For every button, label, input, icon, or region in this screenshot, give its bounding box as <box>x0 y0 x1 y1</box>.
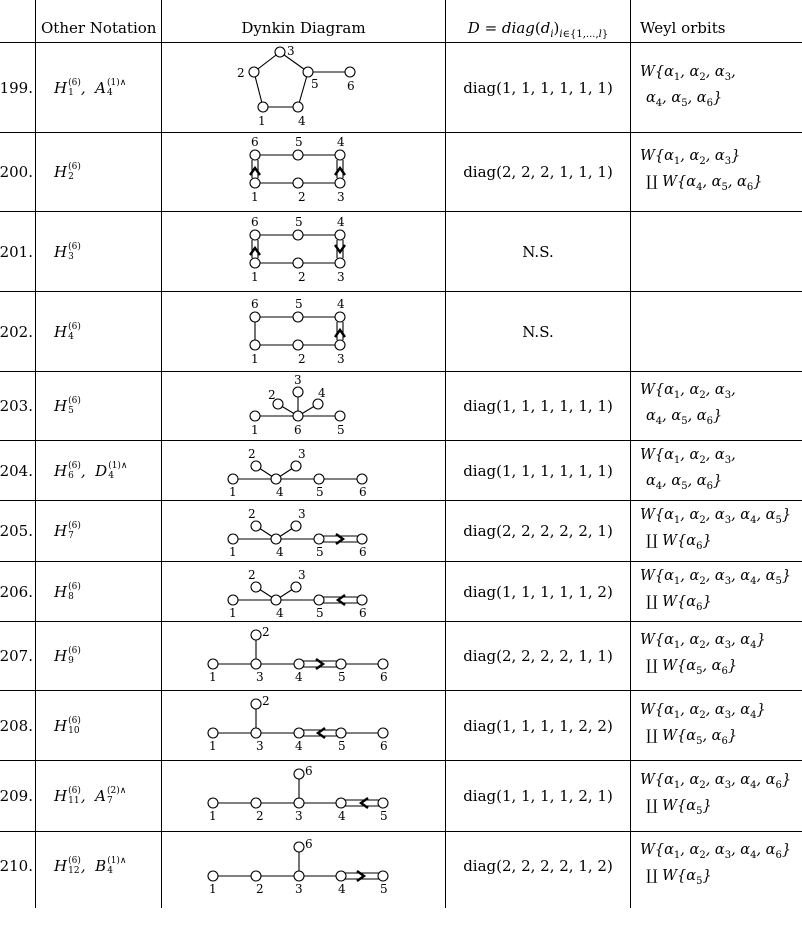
weyl-orbits: $W\{\alpha_1$, $\alpha_2$, $\alpha_3$, $\alpha_4$, $\alpha_5$} ∐ $W\{\alpha_6\}$ <box>640 567 792 613</box>
dynkin-node <box>293 102 303 112</box>
node-label: 6 <box>359 485 367 499</box>
node-label: 4 <box>337 215 345 229</box>
node-label: 2 <box>298 270 306 284</box>
weyl-orbits: $W\{\alpha_1$, $\alpha_2$, $\alpha_3$, $\alpha_4$, $\alpha_5$, $\alpha_6$} <box>640 446 736 492</box>
node-label: 2 <box>256 809 264 823</box>
node-label: 6 <box>347 79 355 93</box>
dynkin-node <box>251 521 261 531</box>
dynkin-node <box>271 474 281 484</box>
row-number: 205. <box>0 522 33 540</box>
node-label: 1 <box>251 190 259 204</box>
dynkin-node <box>293 340 303 350</box>
dynkin-node <box>293 150 303 160</box>
dynkin-node <box>251 798 261 808</box>
other-notation: H (6) 12 , B (1)∧ 4 <box>54 856 127 876</box>
dynkin-node <box>291 582 301 592</box>
d-matrix: diag(2, 2, 2, 1, 1, 1) <box>463 163 613 181</box>
d-matrix: diag(1, 1, 1, 1, 1, 2) <box>463 582 613 601</box>
row-number: 200. <box>0 163 33 181</box>
other-notation: H (6) 9 <box>54 646 81 666</box>
other-notation: H (6) 2 <box>54 162 81 182</box>
node-label: 3 <box>298 507 306 521</box>
node-label: 2 <box>248 568 256 582</box>
dynkin-node <box>357 595 367 605</box>
dynkin-node <box>250 340 260 350</box>
dynkin-node <box>314 474 324 484</box>
node-label: 4 <box>276 485 284 499</box>
column-rule <box>630 0 631 908</box>
dynkin-node <box>378 798 388 808</box>
other-notation: H (6) 10 <box>54 715 81 736</box>
column-rule <box>35 0 36 908</box>
node-label: 4 <box>338 809 346 823</box>
dynkin-diagram <box>162 562 445 621</box>
other-notation: H (6) 6 , D (1)∧ 4 <box>54 460 128 481</box>
dynkin-node <box>250 178 260 188</box>
dynkin-node <box>250 150 260 160</box>
node-label: 4 <box>337 297 345 311</box>
node-label: 6 <box>251 215 259 229</box>
node-label: 3 <box>337 190 345 204</box>
node-label: 1 <box>209 882 217 896</box>
dynkin-diagram <box>162 372 445 440</box>
node-label: 4 <box>318 386 326 400</box>
dynkin-node <box>293 230 303 240</box>
node-label: 1 <box>251 270 259 284</box>
dynkin-node <box>271 595 281 605</box>
node-label: 3 <box>337 352 345 366</box>
node-label: 2 <box>298 190 306 204</box>
row-number: 201. <box>0 242 33 261</box>
d-matrix: N.S. <box>522 322 554 341</box>
node-label: 5 <box>295 297 303 311</box>
dynkin-node <box>250 258 260 268</box>
row-number: 206. <box>0 582 33 601</box>
node-label: 2 <box>248 507 256 521</box>
dynkin-node <box>314 534 324 544</box>
d-matrix: N.S. <box>522 242 554 261</box>
other-notation: H (6) 11 , A (2)∧ 7 <box>54 786 127 806</box>
node-label: 5 <box>316 485 324 499</box>
node-label: 3 <box>337 270 345 284</box>
dynkin-node <box>250 312 260 322</box>
node-label: 1 <box>251 352 259 366</box>
dynkin-diagram <box>162 501 445 561</box>
header-other-notation: Other Notation <box>41 19 157 37</box>
other-notation: H (6) 1 , A (1)∧ 4 <box>54 77 127 98</box>
d-matrix: diag(2, 2, 2, 2, 1, 2) <box>463 857 613 875</box>
node-label: 4 <box>338 882 346 896</box>
node-label: 1 <box>209 809 217 823</box>
node-label: 2 <box>298 352 306 366</box>
node-label: 2 <box>262 694 270 708</box>
dynkin-node <box>335 312 345 322</box>
dynkin-node <box>303 67 313 77</box>
other-notation: H (6) 3 <box>54 241 81 262</box>
row-number: 203. <box>0 397 33 415</box>
dynkin-node <box>251 630 261 640</box>
node-label: 3 <box>295 882 303 896</box>
dynkin-node <box>335 150 345 160</box>
node-label: 5 <box>338 670 346 684</box>
dynkin-node <box>336 728 346 738</box>
dynkin-node <box>293 258 303 268</box>
node-label: 3 <box>298 447 306 461</box>
node-label: 4 <box>276 545 284 559</box>
dynkin-node <box>293 387 303 397</box>
node-label: 3 <box>256 670 264 684</box>
dynkin-node <box>294 728 304 738</box>
node-label: 1 <box>251 423 259 437</box>
dynkin-node <box>357 474 367 484</box>
dynkin-node <box>336 871 346 881</box>
weyl-orbits: $W\{\alpha_1$, $\alpha_2$, $\alpha_3$} ∐ $W\{\alpha_4$, $\alpha_5$, $\alpha_6$} <box>640 148 763 193</box>
d-matrix: diag(2, 2, 2, 2, 2, 1) <box>463 522 613 540</box>
row-number: 202. <box>0 322 33 341</box>
dynkin-node <box>313 399 323 409</box>
node-label: 4 <box>295 739 303 753</box>
weyl-orbits: $W\{\alpha_1$, $\alpha_2$, $\alpha_3$, $\alpha_4$} ∐ $W\{\alpha_5$, $\alpha_6$} <box>640 632 766 677</box>
dynkin-node <box>293 312 303 322</box>
dynkin-node <box>293 178 303 188</box>
weyl-orbits: $W\{\alpha_1$, $\alpha_2$, $\alpha_3$, $\alpha_4$, $\alpha_5$} ∐ $W\{\alpha_6\}$ <box>640 507 792 552</box>
d-matrix: diag(2, 2, 2, 2, 1, 1) <box>463 647 613 665</box>
node-label: 4 <box>298 114 306 128</box>
dynkin-node <box>271 534 281 544</box>
node-label: 5 <box>316 606 324 620</box>
dynkin-node <box>228 534 238 544</box>
dynkin-node <box>378 871 388 881</box>
dynkin-node <box>335 340 345 350</box>
dynkin-node <box>228 595 238 605</box>
dynkin-node <box>294 798 304 808</box>
row-number: 208. <box>0 716 33 735</box>
node-label: 5 <box>380 809 388 823</box>
node-label: 5 <box>295 135 303 149</box>
d-matrix: diag(1, 1, 1, 1, 1, 1) <box>463 78 613 97</box>
node-label: 6 <box>251 135 259 149</box>
dynkin-node <box>293 411 303 421</box>
dynkin-node <box>250 230 260 240</box>
dynkin-node <box>336 659 346 669</box>
row-number: 204. <box>0 461 33 480</box>
d-matrix: diag(1, 1, 1, 1, 2, 1) <box>463 787 613 805</box>
node-label: 2 <box>262 625 270 639</box>
node-label: 5 <box>338 739 346 753</box>
node-label: 2 <box>248 447 256 461</box>
dynkin-node <box>251 699 261 709</box>
dynkin-node <box>228 474 238 484</box>
dynkin-node <box>378 728 388 738</box>
row-number: 199. <box>0 78 33 97</box>
node-label: 4 <box>295 670 303 684</box>
node-label: 3 <box>298 568 306 582</box>
dynkin-node <box>294 769 304 779</box>
node-label: 1 <box>229 485 237 499</box>
dynkin-diagram <box>162 43 445 132</box>
dynkin-node <box>378 659 388 669</box>
dynkin-node <box>314 595 324 605</box>
node-label: 4 <box>337 135 345 149</box>
node-label: 1 <box>229 606 237 620</box>
dynkin-node <box>250 411 260 421</box>
node-label: 3 <box>287 44 295 58</box>
node-label: 6 <box>305 837 313 851</box>
dynkin-node <box>357 534 367 544</box>
dynkin-node <box>251 461 261 471</box>
header-weyl-orbits: Weyl orbits <box>640 19 726 37</box>
node-label: 2 <box>256 882 264 896</box>
dynkin-node <box>294 871 304 881</box>
node-label: 2 <box>237 66 245 80</box>
header-dynkin-diagram: Dynkin Diagram <box>241 19 366 37</box>
d-matrix: diag(1, 1, 1, 1, 1, 1) <box>463 461 613 480</box>
node-label: 3 <box>256 739 264 753</box>
dynkin-diagram <box>162 212 445 291</box>
other-notation: H (6) 8 <box>54 581 81 602</box>
header-d-matrix: $D = diag(d_i)_{i\in\{1,...,l\}}$ <box>467 19 609 40</box>
node-label: 5 <box>380 882 388 896</box>
row-number: 210. <box>0 857 33 875</box>
dynkin-diagram <box>162 832 445 900</box>
dynkin-node <box>345 67 355 77</box>
dynkin-node <box>251 871 261 881</box>
row-number: 207. <box>0 647 33 665</box>
dynkin-node <box>335 178 345 188</box>
weyl-orbits: $W\{\alpha_1$, $\alpha_2$, $\alpha_3$, $\alpha_4$, $\alpha_5$, $\alpha_6$} <box>640 382 736 427</box>
weyl-orbits: $W\{\alpha_1$, $\alpha_2$, $\alpha_3$, $\alpha_4$, $\alpha_5$, $\alpha_6$} <box>640 63 736 109</box>
dynkin-node <box>294 659 304 669</box>
dynkin-diagram <box>162 691 445 760</box>
dynkin-node <box>251 659 261 669</box>
dynkin-node <box>291 461 301 471</box>
dynkin-node <box>208 659 218 669</box>
dynkin-node <box>291 521 301 531</box>
node-label: 6 <box>294 423 302 437</box>
node-label: 3 <box>294 373 302 387</box>
d-matrix: diag(1, 1, 1, 1, 2, 2) <box>463 716 613 735</box>
node-label: 5 <box>311 77 319 91</box>
d-matrix: diag(1, 1, 1, 1, 1, 1) <box>463 397 613 415</box>
other-notation: H (6) 7 <box>54 521 81 541</box>
weyl-orbits: $W\{\alpha_1$, $\alpha_2$, $\alpha_3$, $\alpha_4$, $\alpha_6$} ∐ $W\{\alpha_5\}$ <box>640 772 792 817</box>
node-label: 1 <box>229 545 237 559</box>
column-rule <box>445 0 446 908</box>
node-label: 5 <box>316 545 324 559</box>
node-label: 3 <box>295 809 303 823</box>
node-label: 2 <box>268 388 276 402</box>
weyl-orbits: $W\{\alpha_1$, $\alpha_2$, $\alpha_3$, $\alpha_4$} ∐ $W\{\alpha_5$, $\alpha_6$} <box>640 701 766 747</box>
dynkin-node <box>336 798 346 808</box>
node-label: 1 <box>258 114 266 128</box>
row-number: 209. <box>0 787 33 805</box>
node-label: 6 <box>359 606 367 620</box>
dynkin-diagram <box>162 133 445 211</box>
dynkin-node <box>294 842 304 852</box>
node-label: 6 <box>251 297 259 311</box>
weyl-orbits: $W\{\alpha_1$, $\alpha_2$, $\alpha_3$, $\alpha_4$, $\alpha_6$} ∐ $W\{\alpha_5\}$ <box>640 842 792 887</box>
dynkin-diagram <box>162 761 445 831</box>
dynkin-node <box>335 230 345 240</box>
dynkin-node <box>275 47 285 57</box>
node-label: 5 <box>337 423 345 437</box>
node-label: 6 <box>305 764 313 778</box>
dynkin-node <box>208 728 218 738</box>
dynkin-node <box>208 871 218 881</box>
dynkin-node <box>335 258 345 268</box>
node-label: 4 <box>276 606 284 620</box>
other-notation: H (6) 4 <box>54 321 81 342</box>
dynkin-diagram <box>162 622 445 690</box>
dynkin-node <box>249 67 259 77</box>
dynkin-node <box>208 798 218 808</box>
dynkin-node <box>251 582 261 592</box>
node-label: 5 <box>295 215 303 229</box>
dynkin-node <box>251 728 261 738</box>
node-label: 6 <box>380 739 388 753</box>
dynkin-node <box>258 102 268 112</box>
node-label: 1 <box>209 739 217 753</box>
dynkin-node <box>335 411 345 421</box>
dynkin-diagram <box>162 292 445 371</box>
other-notation: H (6) 5 <box>54 396 81 416</box>
dynkin-diagram <box>162 441 445 500</box>
node-label: 1 <box>209 670 217 684</box>
node-label: 6 <box>380 670 388 684</box>
node-label: 6 <box>359 545 367 559</box>
